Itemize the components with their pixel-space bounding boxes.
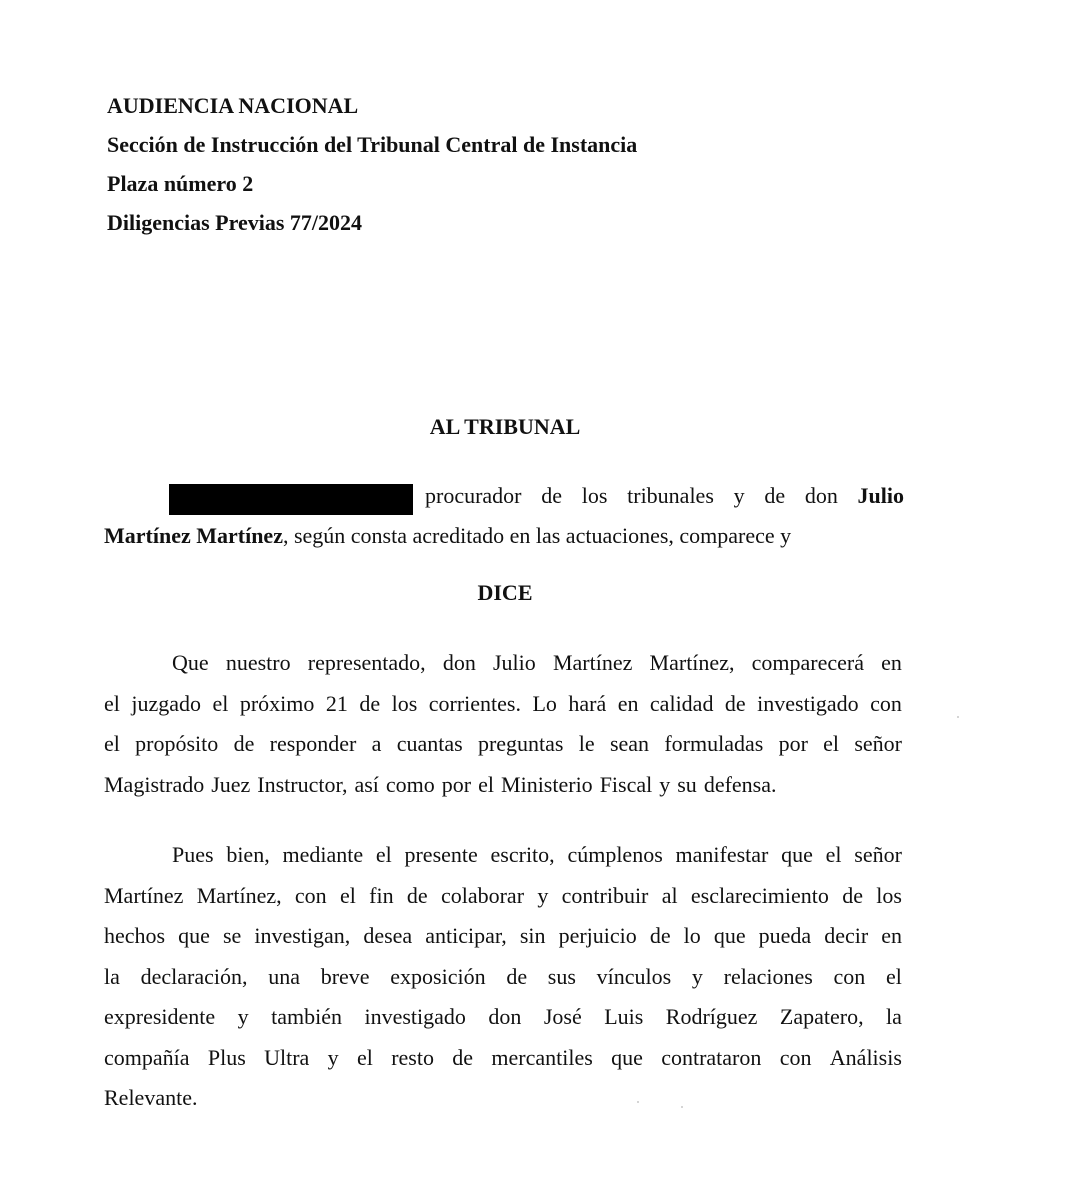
word: con (294, 882, 327, 908)
word: breve (320, 963, 370, 989)
word: Martínez, (196, 882, 282, 908)
word: calidad (649, 690, 714, 716)
redacted-name-block (169, 484, 413, 515)
word: de (406, 882, 428, 908)
word: Magistrado (104, 771, 205, 797)
word: hechos (104, 923, 166, 948)
intro-word: de (764, 483, 786, 508)
word: Martínez (104, 882, 184, 908)
word: Rodríguez (665, 1004, 758, 1029)
word: Que (172, 650, 209, 675)
word: investigado (757, 690, 859, 716)
word: de (359, 690, 381, 716)
word: y (327, 1044, 339, 1070)
word: presente (404, 842, 478, 867)
intro-word: don (804, 483, 838, 508)
addressee-heading: AL TRIBUNAL (429, 414, 581, 439)
word: Ultra (264, 1044, 310, 1070)
intro-line-1 (104, 476, 904, 516)
intro-word: los (581, 483, 608, 508)
paragraph-line (104, 876, 902, 917)
word: el (886, 963, 902, 989)
word: preguntas (477, 731, 564, 756)
word: comparecerá (751, 650, 864, 675)
word: escrito, (490, 842, 555, 867)
word: el (825, 842, 842, 867)
word: contrataron (661, 1044, 762, 1070)
client-surname: Martínez Martínez (104, 523, 283, 548)
word: y (659, 771, 671, 797)
word: el (212, 690, 229, 716)
word: relaciones (723, 963, 813, 989)
word: sus (547, 963, 576, 989)
dice-heading: DICE (477, 580, 533, 605)
word: el (375, 842, 392, 867)
word: que (178, 923, 210, 948)
word: el (478, 771, 495, 797)
word: nuestro (225, 650, 291, 675)
scan-speck (957, 716, 959, 718)
word: los (391, 690, 418, 716)
word: Zapatero, (779, 1004, 864, 1029)
word: decir (824, 923, 869, 948)
word: una (268, 963, 300, 989)
word: Análisis (829, 1044, 902, 1070)
word: por (778, 731, 808, 756)
court-name: AUDIENCIA NACIONAL (107, 93, 359, 118)
word: don (442, 650, 476, 675)
paragraph-line (104, 684, 902, 725)
word: formuladas (664, 731, 764, 756)
word: mercantiles (491, 1044, 593, 1070)
word: con (833, 963, 866, 989)
word: sin (519, 923, 546, 948)
paragraph-line (104, 765, 902, 806)
word: que (781, 842, 813, 867)
word: los (876, 882, 902, 908)
word: hará (568, 690, 607, 716)
word: representado, (307, 650, 426, 675)
word: defensa. (703, 771, 777, 797)
paragraph-line (104, 916, 902, 957)
intro-word: de (541, 483, 562, 508)
scan-speck (637, 1101, 639, 1103)
word: Martínez (552, 650, 633, 675)
word: Martínez, (649, 650, 735, 675)
word: de (649, 923, 671, 948)
paragraph-2 (104, 835, 902, 1119)
word: bien, (226, 842, 270, 867)
word: Pues (172, 842, 214, 867)
word: se (222, 923, 242, 948)
word: como (385, 771, 435, 797)
word: a (371, 731, 382, 756)
word: exposición (390, 963, 486, 989)
word: 21 (325, 690, 348, 716)
word: José (543, 1004, 582, 1029)
word: pueda (758, 923, 812, 948)
word: y (537, 882, 549, 908)
word: declaración, (140, 963, 248, 989)
word: el (104, 731, 120, 756)
word: de (452, 1044, 474, 1070)
paragraph-line (104, 997, 902, 1038)
word: le (578, 731, 595, 756)
case-header (107, 86, 637, 242)
word: en (881, 650, 902, 675)
word: manifestar (675, 842, 769, 867)
word: Relevante. (104, 1085, 198, 1110)
word: señor (854, 842, 902, 867)
word: la (104, 963, 120, 989)
word: la (886, 1004, 902, 1029)
word: Juez (211, 771, 251, 797)
word: investigado (364, 1004, 466, 1029)
word: el (339, 882, 356, 908)
plaza-number: Plaza número 2 (107, 171, 254, 196)
intro-word: procurador (425, 483, 522, 508)
word: esclarecimiento (690, 882, 829, 908)
paragraph-line (104, 643, 902, 684)
word: anticipar, (425, 923, 507, 948)
paragraph-1 (104, 643, 902, 805)
word: el (823, 731, 840, 756)
word: responder (269, 731, 357, 756)
word: su (677, 771, 697, 797)
intro-line-2 (104, 516, 904, 556)
word: con (870, 690, 902, 716)
word: Fiscal (599, 771, 653, 797)
word: resto (391, 1044, 434, 1070)
word: que (713, 923, 746, 948)
word: lo (683, 923, 701, 948)
intro-word-bold: Julio (857, 483, 904, 508)
word: así (354, 771, 379, 797)
word: cúmplenos (567, 842, 663, 867)
court-section: Sección de Instrucción del Tribunal Central de Instancia (107, 132, 638, 157)
intro-word: tribunales (627, 483, 714, 508)
word: corrientes. (428, 690, 521, 716)
word: Ministerio (501, 771, 593, 797)
paragraph-line (104, 835, 902, 876)
word: el (104, 690, 120, 716)
case-number: Diligencias Previas 77/2024 (107, 210, 363, 235)
word: contribuir (561, 882, 649, 908)
word: sean (609, 731, 650, 756)
word: en (617, 690, 639, 716)
word: colaborar (440, 882, 525, 908)
paragraph-line (104, 1038, 902, 1079)
word: fin (369, 882, 394, 908)
word: de (506, 963, 528, 989)
word: también (271, 1004, 342, 1029)
intro-line-1-words (425, 476, 904, 516)
paragraph-line (104, 1078, 902, 1119)
word: que (611, 1044, 643, 1070)
intro-paragraph (104, 476, 904, 556)
intro-line-2-text: , según consta acreditado en las actuaciones, comparece y (282, 523, 792, 548)
scan-speck (681, 1106, 683, 1108)
word: próximo (239, 690, 315, 716)
word: y (237, 1004, 249, 1029)
word: vínculos (596, 963, 672, 989)
word: Instructor, (257, 771, 348, 797)
word: compañía (104, 1044, 190, 1070)
word: el (356, 1044, 373, 1070)
word: don (488, 1004, 522, 1029)
word: Julio (493, 650, 536, 675)
word: investigan, (254, 923, 351, 948)
word: perjuicio (558, 923, 637, 948)
word: expresidente (104, 1004, 216, 1029)
word: Plus (207, 1044, 246, 1070)
intro-word: y (733, 483, 745, 508)
word: con (779, 1044, 812, 1070)
word: al (661, 882, 678, 908)
word: señor (854, 731, 902, 756)
word: juzgado (131, 690, 202, 716)
word: de (724, 690, 746, 716)
word: y (691, 963, 703, 989)
word: de (842, 882, 863, 908)
paragraph-line (104, 724, 902, 765)
word: desea (363, 923, 413, 948)
word: cuantas (396, 731, 463, 756)
word: por (441, 771, 472, 797)
word: en (881, 923, 902, 948)
word: mediante (282, 842, 364, 867)
word: de (233, 731, 255, 756)
word: propósito (135, 731, 219, 756)
word: Lo (532, 690, 557, 716)
paragraph-line (104, 957, 902, 998)
word: Luis (604, 1004, 644, 1029)
